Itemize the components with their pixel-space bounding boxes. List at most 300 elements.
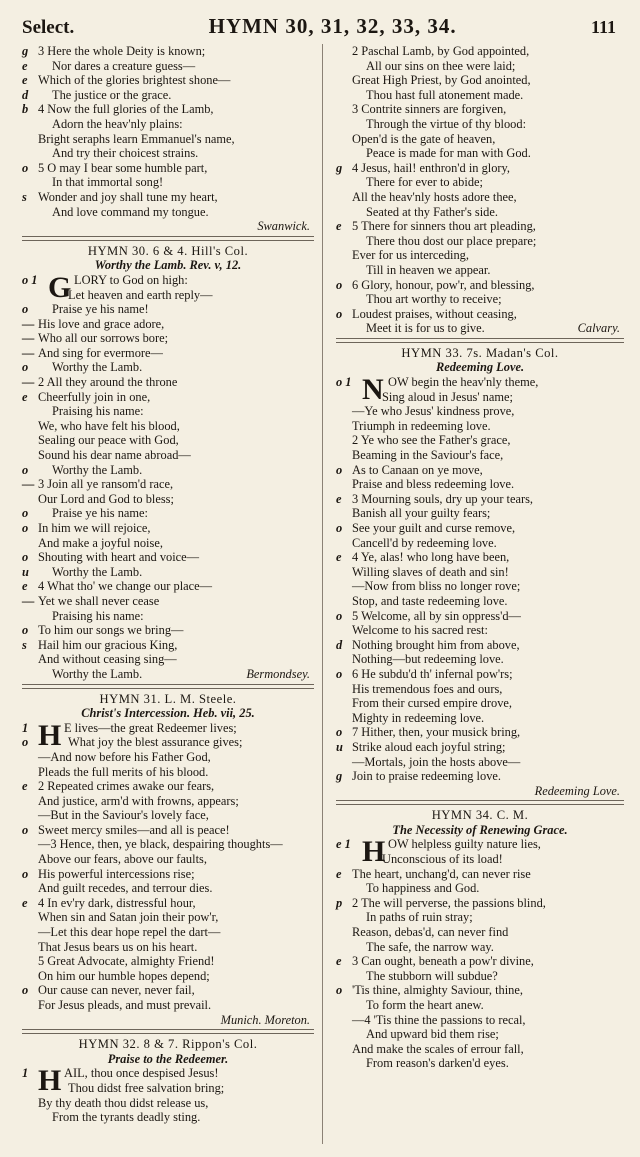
- verse-line: [22, 88, 314, 103]
- verse-text: Great High Priest, by God anointed,: [352, 73, 531, 88]
- hymn-subtitle: The Necessity of Renewing Grace.: [392, 822, 568, 837]
- verse-line: [22, 652, 314, 667]
- verse-line: [336, 1042, 624, 1057]
- verse-text: Seated at thy Father's side.: [366, 204, 498, 219]
- verse-line: [22, 896, 314, 911]
- verse-line: [336, 73, 624, 88]
- verse-line: [336, 307, 624, 322]
- verse-line: [336, 1013, 624, 1028]
- verse-text: 4 Jesus, hail! enthron'd in glory,: [352, 160, 511, 175]
- tune-name: Redeeming Love.: [534, 783, 620, 798]
- verse-text: In paths of ruin stray;: [366, 910, 473, 925]
- verse-line: [22, 925, 314, 940]
- verse-line: [336, 132, 624, 147]
- verse-text: —But in the Saviour's lovely face,: [38, 808, 209, 823]
- verse-text: 2 The will perverse, the passions blind,: [352, 895, 546, 910]
- dynamic-marking: —: [22, 593, 35, 608]
- verse-text: Bright seraphs learn Emmanuel's name,: [38, 131, 235, 146]
- verse-line: [22, 419, 314, 434]
- verse-text: 6 Glory, honour, pow'r, and blessing,: [352, 277, 535, 292]
- verse-line: [22, 161, 314, 176]
- verse-line: [336, 609, 624, 624]
- dynamic-marking: o: [336, 521, 343, 535]
- tune-name: Swanwick.: [257, 219, 310, 234]
- verse-line: [336, 175, 624, 190]
- verse-text: Praising his name:: [52, 608, 144, 623]
- verse-line: [22, 404, 314, 419]
- verse-text: The stubborn will subdue?: [366, 968, 498, 983]
- verse-text: Worthy the Lamb.: [52, 462, 143, 477]
- verse-line: [22, 190, 314, 205]
- dynamic-marking: o: [22, 302, 29, 317]
- verse-line: [22, 102, 314, 117]
- hymn-separator-rule: [336, 800, 624, 805]
- verse-text: OW begin the heav'nly theme,: [388, 375, 539, 390]
- verse-line: [336, 969, 624, 984]
- dynamic-marking: e: [22, 58, 28, 73]
- verse-text: LORY to God on high:: [74, 272, 188, 287]
- verse-text: AIL, thou once despised Jesus!: [64, 1066, 219, 1081]
- verse-text: Sweet mercy smiles—and all is peace!: [38, 822, 230, 837]
- verse-line: [336, 492, 624, 507]
- verse-line: [22, 808, 314, 823]
- verse-text: Join to praise redeeming love.: [352, 769, 501, 784]
- hymn-title: HYMN 34. C. M.: [431, 808, 529, 823]
- verse-text: For Jesus pleads, and must prevail.: [38, 998, 212, 1012]
- verse-text: 5 Great Advocate, almighty Friend!: [38, 954, 215, 969]
- verse-text: As to Canaan on ye move,: [352, 462, 483, 477]
- verse-text: To happiness and God.: [366, 881, 480, 896]
- verse-text: 3 Contrite sinners are forgiven,: [352, 102, 507, 117]
- verse-line: [22, 579, 314, 594]
- drop-cap-letter: G: [48, 270, 72, 304]
- verse-text: Open'd is the gate of heaven,: [352, 131, 496, 146]
- dynamic-marking: o: [22, 550, 29, 565]
- verse-line: [336, 623, 624, 638]
- verse-text: Thou didst free salvation bring;: [68, 1080, 225, 1095]
- verse-line: [336, 925, 624, 940]
- verse-line: [336, 667, 624, 682]
- dynamic-marking: o: [22, 983, 29, 998]
- dynamic-marking: d: [22, 87, 29, 102]
- verse-text: Thou art worthy to receive;: [366, 292, 502, 307]
- verse-line: [336, 852, 624, 867]
- verse-text: In that immortal song!: [52, 175, 164, 190]
- verse-line: [336, 638, 624, 653]
- dynamic-marking: e: [336, 491, 342, 506]
- verse-text: And without ceasing sing—: [38, 652, 177, 667]
- verse-text: And make the scales of errour fall,: [352, 1041, 524, 1056]
- hymn-separator-rule: [22, 1029, 314, 1034]
- dynamic-marking: 1: [22, 720, 29, 735]
- verse-text: Yet we shall never cease: [38, 593, 160, 608]
- verse-text: Reason, debas'd, can never find: [352, 925, 509, 940]
- verse-line: [22, 735, 314, 750]
- hymn-subtitle: Christ's Intercession. Heb. vii, 25.: [81, 706, 255, 721]
- verse-line: [22, 609, 314, 624]
- dynamic-marking: o: [22, 623, 29, 638]
- verse-text: There for ever to abide;: [366, 175, 483, 190]
- verse-text: 5 Welcome, all by sin oppress'd—: [352, 608, 521, 623]
- verse-line: [336, 565, 624, 580]
- verse-text: Meet it is for us to give.: [366, 321, 485, 336]
- hymn-subtitle: Worthy the Lamb. Rev. v, 12.: [94, 258, 242, 273]
- tune-name: Calvary.: [577, 321, 620, 336]
- dynamic-marking: d: [336, 637, 343, 652]
- dynamic-marking: g: [336, 160, 343, 175]
- verse-text: The heart, unchang'd, can never rise: [352, 866, 531, 881]
- dynamic-marking: e: [22, 579, 28, 594]
- dynamic-marking: o: [336, 277, 343, 292]
- dynamic-marking: e: [336, 954, 342, 969]
- verse-text: 3 Can ought, beneath a pow'r divine,: [352, 954, 534, 969]
- verse-line: [22, 852, 314, 867]
- verse-text: Ever for us interceding,: [352, 248, 469, 263]
- verse-line: [22, 1096, 314, 1111]
- dynamic-marking: —: [22, 331, 35, 346]
- verse-text: Beaming in the Saviour's face,: [352, 448, 504, 463]
- verse-text: Praise ye his name!: [52, 302, 149, 317]
- verse-text: Let heaven and earth reply—: [68, 287, 213, 302]
- verse-text: —And now before his Father God,: [38, 749, 211, 764]
- dynamic-marking: e: [22, 389, 28, 404]
- verse-line: [22, 550, 314, 565]
- verse-line: [336, 205, 624, 220]
- verse-text: Hail him our gracious King,: [38, 637, 178, 652]
- verse-text: And try their choicest strains.: [52, 146, 199, 161]
- verse-text: 6 He subdu'd th' infernal pow'rs;: [352, 666, 513, 681]
- dynamic-marking: s: [22, 637, 27, 652]
- verse-text: Nor dares a creature guess—: [52, 58, 196, 73]
- page-number: 111: [590, 17, 616, 37]
- hymn-title: HYMN 32. 8 & 7. Rippon's Col.: [78, 1037, 258, 1052]
- verse-text: Our cause can never, never fail,: [38, 983, 195, 998]
- verse-line: [22, 940, 314, 955]
- verse-text: Worthy the Lamb.: [52, 666, 143, 681]
- verse-line: [22, 390, 314, 405]
- verse-line: [336, 117, 624, 132]
- verse-text: Adorn the heav'nly plains:: [52, 116, 183, 131]
- verse-text: The justice or the grace.: [52, 87, 172, 102]
- verse-line: [22, 132, 314, 147]
- verse-text: 'Tis thine, almighty Saviour, thine,: [352, 983, 523, 998]
- dynamic-marking: e: [336, 550, 342, 565]
- verse-text: Loudest praises, without ceasing,: [352, 306, 517, 321]
- dynamic-marking: s: [22, 189, 27, 204]
- verse-text: From reason's darken'd eyes.: [366, 1056, 509, 1071]
- verse-text: Mighty in redeeming love.: [352, 710, 485, 725]
- verse-text: 4 In ev'ry dark, distressful hour,: [38, 895, 196, 910]
- dynamic-marking: —: [22, 316, 35, 331]
- verse-line: [22, 881, 314, 896]
- verse-text: To form the heart anew.: [366, 998, 484, 1012]
- verse-line: [336, 44, 624, 59]
- verse-line: [22, 205, 314, 220]
- dynamic-marking: o: [22, 866, 29, 881]
- dynamic-marking: o 1: [336, 375, 352, 390]
- dynamic-marking: o: [22, 160, 29, 175]
- verse-text: Praising his name:: [52, 404, 144, 419]
- verse-line: [336, 896, 624, 911]
- right-column: [336, 44, 624, 1071]
- dynamic-marking: p: [336, 895, 343, 910]
- verse-text: There thou dost our place prepare;: [366, 233, 537, 248]
- verse-line: [22, 983, 314, 998]
- verse-line: [22, 667, 314, 682]
- verse-text: 2 Ye who see the Father's grace,: [352, 433, 511, 448]
- verse-text: Banish all your guilty fears;: [352, 506, 491, 521]
- hymn-title: HYMN 31. L. M. Steele.: [99, 691, 237, 706]
- verse-text: —Mortals, join the hosts above—: [352, 754, 521, 769]
- verse-text: Through the virtue of thy blood:: [366, 116, 527, 131]
- verse-line: [336, 521, 624, 536]
- verse-line: [336, 594, 624, 609]
- verse-line: [22, 969, 314, 984]
- verse-text: By thy death thou didst release us,: [38, 1095, 209, 1110]
- verse-line: [336, 940, 624, 955]
- tune-name: Munich. Moreton.: [220, 1012, 310, 1027]
- verse-line: [336, 983, 624, 998]
- verse-text: E lives—the great Redeemer lives;: [64, 720, 237, 735]
- verse-text: Triumph in redeeming love.: [352, 418, 491, 433]
- verse-line: [336, 769, 624, 784]
- drop-cap-letter: N: [362, 373, 384, 407]
- verse-line: [336, 711, 624, 726]
- verse-line: [22, 1081, 314, 1096]
- verse-text: That Jesus bears us on his heart.: [38, 939, 198, 954]
- dynamic-marking: e: [22, 779, 28, 794]
- dynamic-marking: o: [22, 506, 29, 521]
- dynamic-marking: b: [22, 102, 29, 117]
- verse-text: Sealing our peace with God,: [38, 433, 179, 448]
- verse-text: Thou hast full atonement made.: [366, 87, 524, 102]
- verse-line: [336, 263, 624, 278]
- verse-text: Shouting with heart and voice—: [38, 550, 200, 565]
- verse-line: [336, 652, 624, 667]
- verse-line: [336, 234, 624, 249]
- verse-text: 2 All they around the throne: [38, 375, 178, 390]
- verse-text: All the heav'nly hosts adore thee,: [352, 189, 517, 204]
- verse-text: Which of the glories brightest shone—: [38, 73, 231, 88]
- dynamic-marking: —: [22, 375, 35, 390]
- verse-text: Sound his dear name abroad—: [38, 448, 191, 463]
- verse-text: —Now from bliss no longer rove;: [352, 579, 521, 594]
- verse-text: —4 'Tis thine the passions to recal,: [352, 1012, 526, 1027]
- dynamic-marking: e: [336, 219, 342, 234]
- verse-text: Till in heaven we appear.: [366, 262, 491, 277]
- verse-text: 3 Mourning souls, dry up your tears,: [352, 491, 534, 506]
- hymn-subtitle: Redeeming Love.: [435, 360, 525, 375]
- verse-text: Above our fears, above our faults,: [38, 852, 207, 867]
- verse-line: [22, 117, 314, 132]
- verse-text: Praise and bless redeeming love.: [352, 477, 515, 492]
- verse-text: His powerful intercessions rise;: [38, 866, 195, 881]
- dynamic-marking: —: [22, 345, 35, 360]
- verse-line: [22, 477, 314, 492]
- verse-text: To him our songs we bring—: [38, 623, 184, 638]
- tune-name: Bermondsey.: [246, 666, 310, 681]
- verse-line: [22, 521, 314, 536]
- verse-line: [22, 346, 314, 361]
- page-header: [22, 14, 616, 44]
- verse-line: [22, 146, 314, 161]
- verse-line: [22, 288, 314, 303]
- verse-text: 7 Hither, then, your musick bring,: [352, 725, 521, 740]
- verse-line: [336, 536, 624, 551]
- running-title: HYMN 30, 31, 32, 33, 34.: [208, 14, 457, 38]
- section-label: Select.: [22, 17, 75, 38]
- verse-line: [336, 161, 624, 176]
- verse-line: [336, 190, 624, 205]
- verse-line: [22, 750, 314, 765]
- verse-line: [22, 910, 314, 925]
- dynamic-marking: e: [22, 73, 28, 88]
- verse-text: In him we will rejoice,: [38, 521, 151, 535]
- hymn-title: HYMN 33. 7s. Madan's Col.: [401, 345, 559, 360]
- verse-text: Peace is made for man with God.: [366, 146, 531, 161]
- verse-line: [22, 536, 314, 551]
- verse-line: [22, 1110, 314, 1125]
- verse-line: [22, 175, 314, 190]
- verse-line: [336, 321, 624, 336]
- verse-line: [336, 696, 624, 711]
- verse-line: [22, 375, 314, 390]
- verse-text: Welcome to his sacred rest:: [352, 623, 488, 638]
- verse-text: And guilt recedes, and terrour dies.: [38, 881, 213, 896]
- verse-line: [336, 755, 624, 770]
- verse-text: OW helpless guilty nature lies,: [388, 837, 541, 852]
- verse-text: 2 Repeated crimes awake our fears,: [38, 779, 215, 794]
- verse-line: [22, 867, 314, 882]
- verse-text: 4 Now the full glories of the Lamb,: [38, 102, 214, 117]
- dynamic-marking: u: [22, 564, 29, 579]
- verse-line: [22, 44, 314, 59]
- verse-text: 4 What tho' we change our place—: [38, 579, 213, 594]
- verse-line: [336, 404, 624, 419]
- verse-line: [336, 463, 624, 478]
- dynamic-marking: o: [336, 608, 343, 623]
- verse-line: [336, 448, 624, 463]
- drop-cap-letter: H: [38, 718, 62, 752]
- verse-text: On him our humble hopes depend;: [38, 968, 210, 983]
- verse-text: And justice, arm'd with frowns, appears;: [38, 793, 239, 808]
- verse-text: Our Lord and God to bless;: [38, 491, 174, 506]
- verse-line: [336, 881, 624, 896]
- verse-text: Worthy the Lamb.: [52, 360, 143, 375]
- dynamic-marking: g: [22, 44, 29, 58]
- verse-line: [336, 146, 624, 161]
- verse-text: —Ye who Jesus' kindness prove,: [352, 404, 515, 419]
- verse-line: [336, 419, 624, 434]
- verse-line: [22, 623, 314, 638]
- verse-text: —3 Hence, then, ye black, despairing thoughts—: [38, 837, 283, 852]
- dynamic-marking: o: [336, 666, 343, 681]
- verse-line: [22, 59, 314, 74]
- verse-line: [336, 867, 624, 882]
- dynamic-marking: o: [336, 462, 343, 477]
- verse-text: Cheerfully join in one,: [38, 389, 151, 404]
- verse-text: From the tyrants deadly sting.: [52, 1110, 201, 1125]
- verse-line: [22, 794, 314, 809]
- verse-text: Nothing—but redeeming love.: [352, 652, 504, 667]
- verse-text: And love command my tongue.: [52, 204, 209, 219]
- verse-line: [22, 433, 314, 448]
- verse-line: [22, 506, 314, 521]
- verse-text: Pleads the full merits of his blood.: [38, 764, 209, 779]
- verse-text: What joy the blest assurance gives;: [68, 735, 243, 750]
- verse-line: [336, 59, 624, 74]
- verse-line: [22, 954, 314, 969]
- verse-text: Nothing brought him from above,: [352, 637, 520, 652]
- dynamic-marking: o: [22, 735, 29, 750]
- dynamic-marking: g: [336, 769, 343, 784]
- verse-line: [22, 317, 314, 332]
- hymn-separator-rule: [22, 236, 314, 241]
- drop-cap-letter: H: [362, 835, 386, 869]
- verse-line: [336, 292, 624, 307]
- verse-line: [22, 302, 314, 317]
- verse-line: [336, 725, 624, 740]
- verse-text: And sing for evermore—: [38, 345, 163, 360]
- verse-text: His tremendous foes and ours,: [352, 681, 503, 696]
- verse-text: Strike aloud each joyful string;: [352, 739, 506, 754]
- verse-text: Unconscious of its load!: [382, 852, 503, 867]
- verse-line: [336, 248, 624, 263]
- hymn-separator-rule: [22, 684, 314, 689]
- verse-line: [22, 448, 314, 463]
- dynamic-marking: e 1: [336, 837, 351, 852]
- verse-line: [22, 594, 314, 609]
- verse-line: [336, 740, 624, 755]
- verse-line: [336, 219, 624, 234]
- dynamic-marking: o: [336, 725, 343, 740]
- verse-line: [22, 998, 314, 1013]
- verse-line: [336, 579, 624, 594]
- verse-line: [22, 823, 314, 838]
- dynamic-marking: o: [336, 983, 343, 998]
- verse-text: All our sins on thee were laid;: [366, 58, 516, 73]
- verse-line: [336, 477, 624, 492]
- verse-text: We, who have felt his blood,: [38, 418, 180, 433]
- column-divider: [322, 44, 323, 1144]
- verse-line: [336, 278, 624, 293]
- verse-line: [22, 463, 314, 478]
- verse-line: [336, 1027, 624, 1042]
- verse-line: [336, 682, 624, 697]
- verse-text: 5 O may I bear some humble part,: [38, 160, 208, 175]
- verse-line: [22, 837, 314, 852]
- verse-line: [22, 638, 314, 653]
- dynamic-marking: o: [22, 822, 29, 837]
- verse-line: [336, 550, 624, 565]
- verse-line: [22, 492, 314, 507]
- hymn-subtitle: Praise to the Redeemer.: [107, 1051, 229, 1066]
- verse-line: [22, 73, 314, 88]
- verse-line: [22, 765, 314, 780]
- verse-line: [336, 998, 624, 1013]
- verse-line: [336, 1056, 624, 1071]
- verse-text: Cancell'd by redeeming love.: [352, 535, 497, 550]
- verse-line: [336, 88, 624, 103]
- verse-line: [336, 910, 624, 925]
- verse-text: Worthy the Lamb.: [52, 564, 143, 579]
- verse-text: When sin and Satan join their pow'r,: [38, 910, 219, 925]
- dynamic-marking: o: [22, 521, 29, 535]
- verse-line: [336, 954, 624, 969]
- drop-cap-letter: H: [38, 1064, 62, 1098]
- verse-text: His love and grace adore,: [38, 316, 165, 331]
- verse-line: [22, 779, 314, 794]
